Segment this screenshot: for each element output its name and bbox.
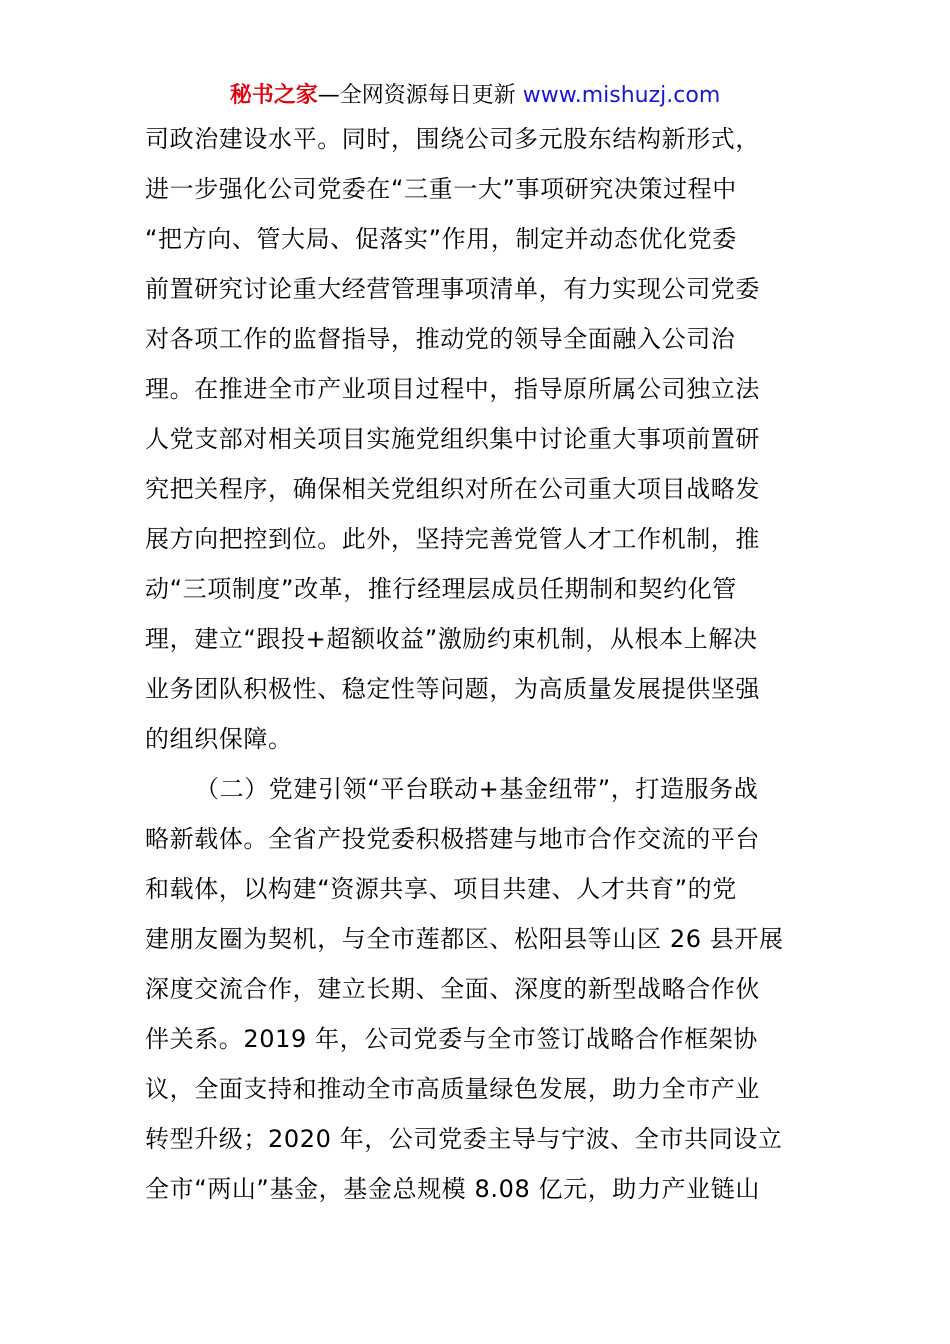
text-line: 司政治建设水平。同时，围绕公司多元股东结构新形式， [145,125,760,153]
text-line: 深度交流合作，建立长期、全面、深度的新型战略合作伙 [145,975,760,1003]
site-header [0,80,950,112]
site-tagline: —全网资源每日更新 [317,83,523,108]
text-line: 展方向把控到位。此外，坚持完善党管人才工作机制，推 [145,525,760,553]
text-line: 对各项工作的监督指导，推动党的领导全面融入公司治 [145,325,736,353]
text-line: “把方向、管大局、促落实”作用，制定并动态优化党委 [145,225,737,253]
text-line: 理。在推进全市产业项目过程中，指导原所属公司独立法 [145,375,760,403]
text-line: 转型升级；2020 年，公司党委主导与宁波、全市共同设立 [145,1125,783,1153]
text-line: 伴关系。2019 年，公司党委与全市签订战略合作框架协 [145,1025,758,1053]
text-line: 进一步强化公司党委在“三重一大”事项研究决策过程中 [145,175,737,203]
text-line: 议，全面支持和推动全市高质量绿色发展，助力全市产业 [145,1075,760,1103]
text-line: 人党支部对相关项目实施党组织集中讨论重大事项前置研 [145,425,760,453]
text-line: 全市“两山”基金，基金总规模 8.08 亿元，助力产业链山 [145,1175,760,1203]
section-heading-line: （二）党建引领“平台联动+基金纽带”，打造服务战 [195,775,759,803]
text-line: 的组织保障。 [145,725,293,753]
text-line: 建朋友圈为契机，与全市莲都区、松阳县等山区 26 县开展 [145,925,784,953]
text-line: 和载体，以构建“资源共享、项目共建、人才共育”的党 [145,875,737,903]
text-line: 究把关程序，确保相关党组织对所在公司重大项目战略发 [145,475,760,503]
text-line: 业务团队积极性、稳定性等问题，为高质量发展提供坚强 [145,675,760,703]
text-line: 动“三项制度”改革，推行经理层成员任期制和契约化管 [145,575,737,603]
site-url-link[interactable]: www.mishuzj.com [522,83,721,108]
text-line: 理，建立“跟投+超额收益”激励约束机制，从根本上解决 [145,625,758,653]
site-brand: 秘书之家 [229,83,318,108]
text-line: 略新载体。全省产投党委积极搭建与地市合作交流的平台 [145,825,760,853]
text-line: 前置研究讨论重大经营管理事项清单，有力实现公司党委 [145,275,760,303]
